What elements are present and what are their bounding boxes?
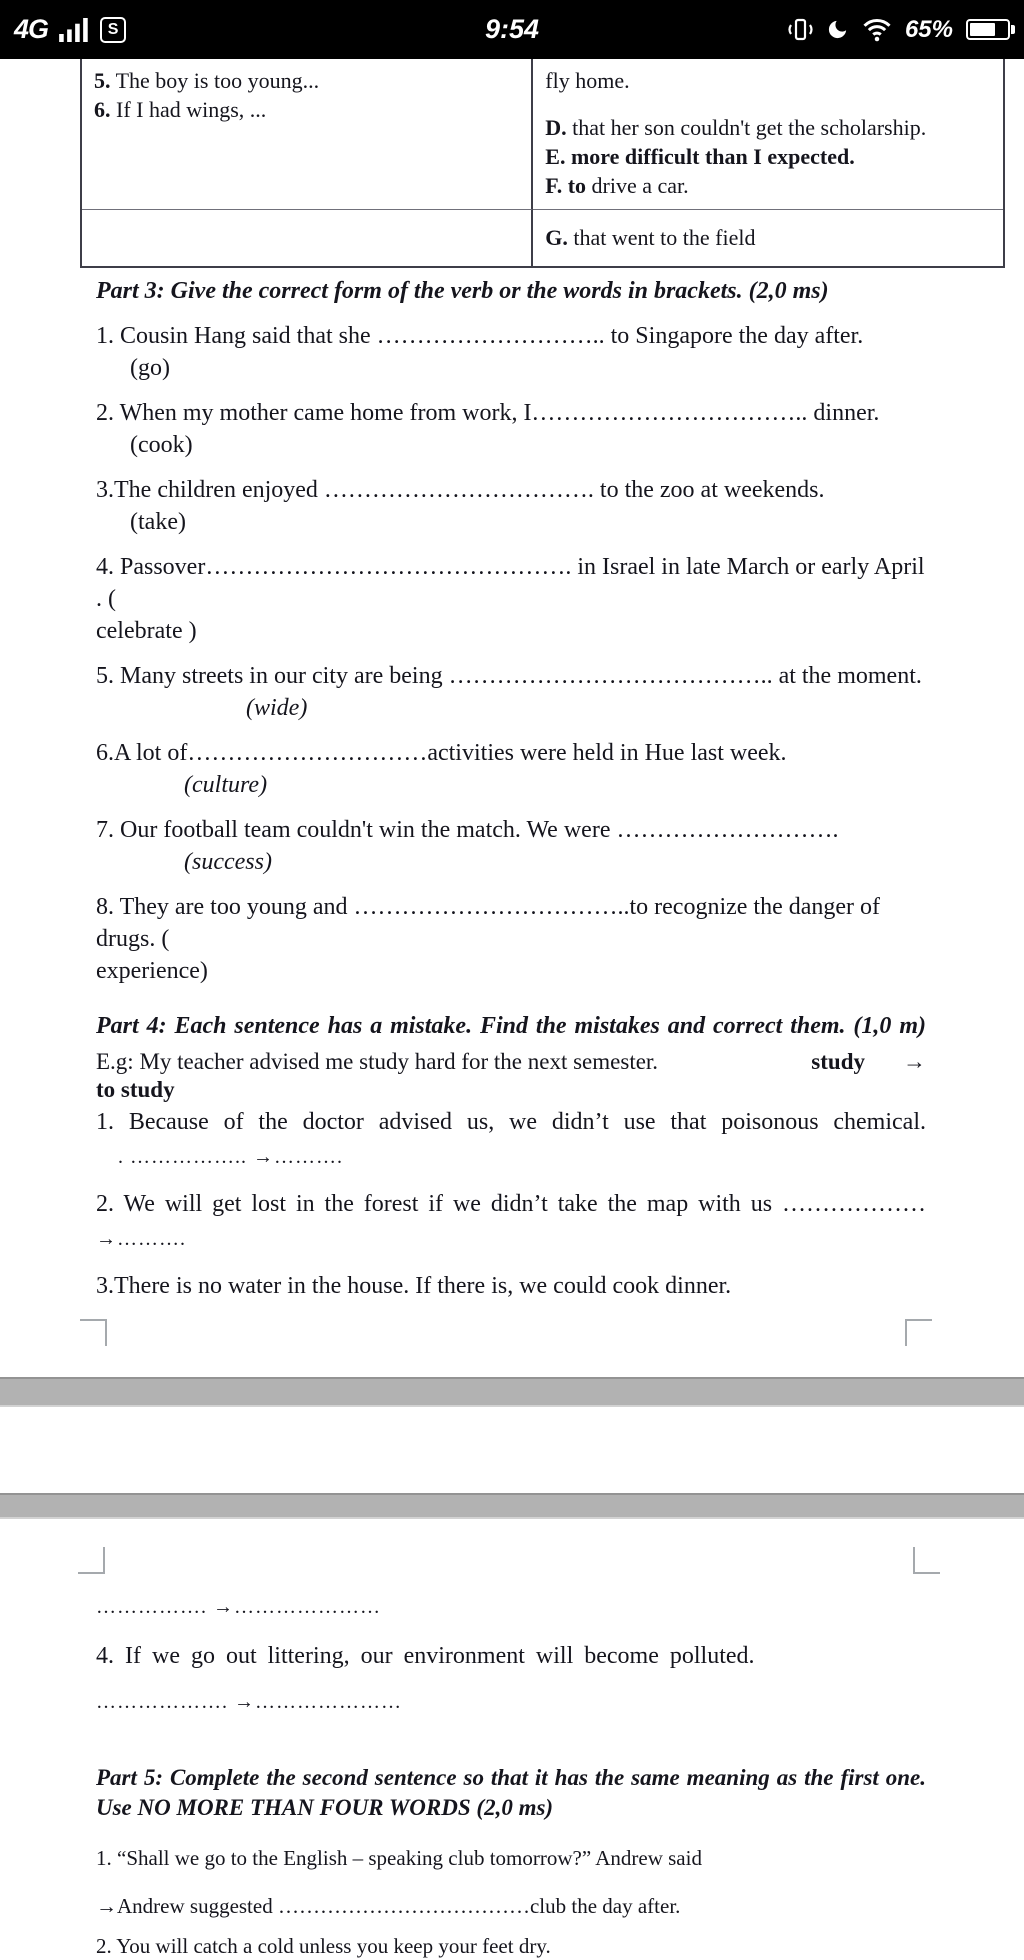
exercise-item bbox=[96, 551, 926, 647]
page-corner-marks bbox=[0, 1319, 1024, 1347]
network-type-label: 4G bbox=[14, 14, 49, 44]
answer-line: ………………. →………………… bbox=[96, 1691, 402, 1713]
option-text: more difficult than I expected. bbox=[565, 144, 855, 169]
signal-strength-icon bbox=[59, 18, 89, 42]
hint-line: (wide) bbox=[246, 695, 308, 721]
status-bar-right bbox=[786, 16, 1010, 44]
hint-line: (cook) bbox=[130, 432, 193, 458]
night-mode-icon bbox=[826, 18, 849, 41]
question-line: 4. Passover………………………………………. in Israel in late March or early April . ( bbox=[96, 554, 925, 612]
document-body-page2 bbox=[0, 1595, 1024, 1960]
exercise-item bbox=[96, 660, 926, 724]
battery-icon bbox=[966, 19, 1010, 40]
battery-percent: 65% bbox=[904, 15, 953, 43]
question-line: 1. Because of the doctor advised us, we didn’t use that poisonous chemical. bbox=[96, 1109, 926, 1135]
page-corner-icon bbox=[78, 1547, 105, 1574]
part3-heading: Part 3: Give the correct form of the verb or the words in brackets. (2,0 ms) bbox=[96, 278, 829, 304]
matching-table bbox=[80, 59, 1005, 268]
question-text: The boy is too young... bbox=[110, 68, 320, 93]
correction-text: to study bbox=[96, 1077, 175, 1102]
page-separator bbox=[0, 1493, 1024, 1519]
question-line: 3.There is no water in the house. If there is, we could cook dinner. bbox=[96, 1273, 732, 1299]
question-text: If I had wings, ... bbox=[110, 97, 267, 122]
mistake-word: study bbox=[811, 1049, 865, 1074]
table-cell-questions bbox=[82, 59, 533, 209]
document-body bbox=[0, 276, 1024, 1302]
hint-line: celebrate ) bbox=[96, 618, 197, 644]
document-page[interactable] bbox=[0, 59, 1024, 1960]
hint-line: (culture) bbox=[184, 772, 268, 798]
option-line bbox=[545, 113, 991, 142]
hint-line: (success) bbox=[184, 849, 272, 875]
exercise-item bbox=[96, 397, 926, 461]
arrow-icon: → bbox=[903, 1049, 926, 1074]
answer-line: →………. bbox=[96, 1228, 186, 1250]
page-corner-marks bbox=[0, 1547, 1024, 1575]
question-line: 3.The children enjoyed ……………………………. to the zoo at weekends. bbox=[96, 477, 825, 503]
option-label: F. to bbox=[545, 173, 587, 198]
status-bar-left bbox=[14, 14, 126, 45]
question-line: 4. If we go out littering, our environment will become polluted. bbox=[96, 1643, 755, 1669]
question-number: 6. bbox=[94, 97, 111, 122]
option-text: that went to the field bbox=[567, 225, 756, 250]
part5-heading: Part 5: Complete the second sentence so that it has the same meaning as the first one. Use NO MORE THAN FOUR WORDS (2,0 ms) bbox=[96, 1765, 926, 1820]
question-line: 1. “Shall we go to the English – speaking club tomorrow?” Andrew said bbox=[96, 1846, 702, 1870]
option-line bbox=[545, 171, 991, 200]
hint-line: (go) bbox=[130, 355, 170, 381]
exercise-item bbox=[96, 320, 926, 384]
question-line: 8. They are too young and ……………………………..to recognize the danger of drugs. ( bbox=[96, 894, 881, 952]
part4-heading: Part 4: Each sentence has a mistake. Find the mistakes and correct them. (1,0 m) bbox=[96, 1013, 926, 1039]
hint-line: (take) bbox=[130, 509, 186, 535]
vibrate-icon bbox=[786, 18, 813, 41]
question-line: 6.A lot of…………………………activities were held in Hue last week. bbox=[96, 740, 787, 766]
exercise-item bbox=[96, 474, 926, 538]
question-line: 2. You will catch a cold unless you keep your feet dry. bbox=[96, 1934, 551, 1958]
option-line bbox=[545, 223, 991, 252]
question-line: 2. When my mother came home from work, I…………………………….. dinner. bbox=[96, 400, 880, 426]
question-line: 5. Many streets in our city are being ………………………………….. at the moment. bbox=[96, 663, 922, 689]
question-line: 2. We will get lost in the forest if we didn’t take the map with us ……………… bbox=[96, 1191, 926, 1217]
question-line: 7. Our football team couldn't win the match. We were ………………………. bbox=[96, 817, 839, 843]
battery-fill bbox=[970, 23, 995, 36]
option-text: that her son couldn't get the scholarship. bbox=[566, 115, 927, 140]
answer-line: . …………….. →………. bbox=[118, 1146, 343, 1168]
page-corner-icon bbox=[913, 1547, 940, 1574]
table-cell-options bbox=[533, 59, 1003, 209]
option-text: drive a car. bbox=[586, 173, 689, 198]
table-cell-empty bbox=[82, 209, 533, 266]
page-corner-icon bbox=[905, 1319, 932, 1346]
option-line bbox=[545, 142, 991, 171]
option-label: E. bbox=[545, 144, 566, 169]
clock: 9:54 bbox=[484, 14, 540, 44]
sim-badge: S bbox=[100, 17, 126, 43]
wifi-icon bbox=[862, 17, 892, 42]
question-line bbox=[94, 66, 519, 95]
table-cell-option-g bbox=[533, 209, 1003, 266]
answer-line: ……………. →………………… bbox=[96, 1596, 381, 1618]
exercise-item bbox=[96, 891, 926, 987]
question-line: 1. Cousin Hang said that she ……………………….. to Singapore the day after. bbox=[96, 323, 864, 349]
hint-line: experience) bbox=[96, 958, 208, 984]
exercise-item bbox=[96, 814, 926, 878]
answer-line: →Andrew suggested ………………………………club the day after. bbox=[96, 1894, 681, 1918]
page-separator bbox=[0, 1377, 1024, 1407]
example-line bbox=[96, 1047, 926, 1076]
question-number: 5. bbox=[94, 68, 111, 93]
page-corner-icon bbox=[80, 1319, 107, 1346]
option-label: G. bbox=[545, 225, 568, 250]
question-line bbox=[94, 95, 519, 124]
status-bar bbox=[0, 0, 1024, 59]
exercise-item bbox=[96, 737, 926, 801]
option-label: D. bbox=[545, 115, 567, 140]
option-lead: fly home. bbox=[545, 68, 630, 93]
example-text: E.g: My teacher advised me study hard for the next semester. bbox=[96, 1049, 659, 1074]
